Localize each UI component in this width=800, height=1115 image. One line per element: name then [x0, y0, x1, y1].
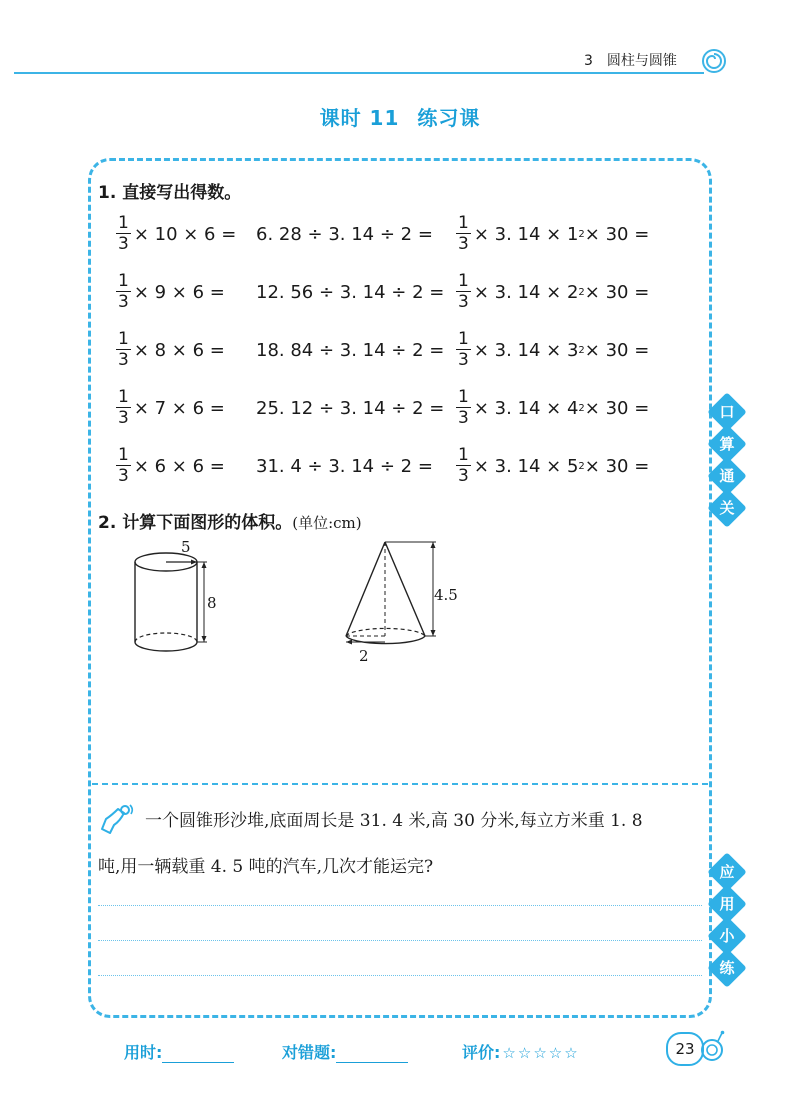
answer-line	[98, 975, 702, 976]
side-tab-char: 应	[719, 863, 735, 881]
calc-item-a	[116, 273, 225, 311]
exponent: 2	[578, 228, 585, 240]
denominator: 3	[118, 292, 129, 312]
denominator: 3	[118, 466, 129, 486]
header-rule	[14, 72, 704, 74]
expression: × 7 × 6 =	[133, 397, 225, 419]
q1-title: 1. 直接写出得数。	[98, 183, 242, 203]
calc-row	[116, 328, 696, 372]
expression-tail: × 30 =	[584, 281, 650, 303]
q2-unit: (单位:cm)	[292, 514, 362, 532]
rating-star-icon[interactable]: ☆	[517, 1044, 532, 1062]
calc-row	[116, 444, 696, 488]
time-label: 用时:	[124, 1043, 163, 1062]
calc-item-a	[116, 331, 225, 369]
time-blank[interactable]	[162, 1044, 234, 1063]
numerator: 1	[118, 387, 129, 407]
exponent: 2	[578, 344, 585, 356]
exponent: 2	[578, 402, 585, 414]
expression: 18. 84 ÷ 3. 14 ÷ 2 =	[256, 339, 445, 361]
footer-errors	[282, 1040, 408, 1063]
calc-item-a	[116, 389, 225, 427]
expression: 25. 12 ÷ 3. 14 ÷ 2 =	[256, 397, 445, 419]
calc-item-a	[116, 447, 225, 485]
expression: × 3. 14 × 3	[473, 339, 579, 361]
chapter-number: 3	[584, 53, 593, 69]
rating-star-icon[interactable]: ☆	[548, 1044, 563, 1062]
expression: × 3. 14 × 4	[473, 397, 579, 419]
rating-star-icon[interactable]: ☆	[502, 1044, 516, 1062]
calc-item-c	[456, 389, 649, 427]
side-tab-char: 口	[719, 403, 735, 421]
footer-rating	[462, 1040, 578, 1063]
fraction	[116, 389, 131, 427]
numerator: 1	[458, 387, 469, 407]
expression: 31. 4 ÷ 3. 14 ÷ 2 =	[256, 455, 433, 477]
expression: 12. 56 ÷ 3. 14 ÷ 2 =	[256, 281, 445, 303]
problem-line-1: 一个圆锥形沙堆,底面周长是 31. 4 米,高 30 分米,每立方米重 1. 8	[145, 811, 643, 831]
lesson-label: 课时 11	[319, 106, 400, 130]
calc-row	[116, 270, 696, 314]
expression: 6. 28 ÷ 3. 14 ÷ 2 =	[256, 223, 433, 245]
calc-item-a	[116, 215, 236, 253]
numerator: 1	[118, 329, 129, 349]
numerator: 1	[458, 271, 469, 291]
denominator: 3	[458, 292, 469, 312]
fraction	[456, 389, 471, 427]
expression: × 8 × 6 =	[133, 339, 225, 361]
megaphone-icon	[98, 803, 136, 837]
fraction	[116, 447, 131, 485]
numerator: 1	[118, 213, 129, 233]
lesson-name: 练习课	[417, 106, 481, 130]
answer-line	[98, 905, 702, 906]
section-divider	[92, 783, 708, 785]
chapter-title: 圆柱与圆锥	[606, 53, 677, 69]
fraction	[456, 273, 471, 311]
chapter-header	[584, 50, 677, 70]
answer-line	[98, 940, 702, 941]
calc-row	[116, 212, 696, 256]
calc-item-c	[456, 331, 649, 369]
calc-row	[116, 386, 696, 430]
exponent: 2	[578, 286, 585, 298]
exponent: 2	[578, 460, 585, 472]
denominator: 3	[118, 408, 129, 428]
denominator: 3	[458, 466, 469, 486]
q2-title	[98, 508, 362, 533]
expression-tail: × 30 =	[584, 455, 650, 477]
errors-blank[interactable]	[336, 1044, 408, 1063]
fraction	[456, 447, 471, 485]
rating-star-icon[interactable]: ☆	[533, 1044, 547, 1062]
calc-item-b	[256, 398, 444, 419]
calc-item-b	[256, 456, 433, 477]
expression-tail: × 30 =	[584, 397, 650, 419]
side-tab-char: 算	[719, 435, 735, 453]
calc-item-b	[256, 224, 433, 245]
denominator: 3	[458, 408, 469, 428]
numerator: 1	[118, 445, 129, 465]
calc-item-c	[456, 215, 649, 253]
side-tab-char: 练	[719, 959, 735, 977]
denominator: 3	[458, 350, 469, 370]
expression: × 3. 14 × 2	[473, 281, 579, 303]
expression-tail: × 30 =	[584, 223, 650, 245]
snail-icon	[698, 1030, 728, 1062]
calc-item-b	[256, 282, 444, 303]
numerator: 1	[458, 445, 469, 465]
footer-time	[124, 1040, 234, 1063]
fraction	[456, 215, 471, 253]
cone-radius-label: 2	[359, 647, 369, 665]
calc-item-c	[456, 447, 649, 485]
numerator: 1	[118, 271, 129, 291]
calc-item-b	[256, 340, 444, 361]
expression: × 10 × 6 =	[133, 223, 237, 245]
expression: × 6 × 6 =	[133, 455, 225, 477]
spiral-icon	[702, 49, 726, 73]
errors-label: 对错题:	[282, 1043, 337, 1062]
denominator: 3	[458, 234, 469, 254]
expression-tail: × 30 =	[584, 339, 650, 361]
cylinder-radius-label: 5	[181, 538, 191, 556]
rating-star-icon[interactable]: ☆	[564, 1044, 578, 1062]
rating-label: 评价:	[462, 1043, 501, 1062]
numerator: 1	[458, 329, 469, 349]
denominator: 3	[118, 234, 129, 254]
fraction	[116, 215, 131, 253]
side-tab-char: 关	[719, 499, 735, 517]
expression: × 9 × 6 =	[133, 281, 225, 303]
cylinder-height-label: 8	[207, 594, 217, 612]
fraction	[116, 273, 131, 311]
calc-item-c	[456, 273, 649, 311]
page-number: 23	[666, 1032, 704, 1066]
lesson-title	[0, 102, 800, 131]
expression: × 3. 14 × 5	[473, 455, 579, 477]
side-tab-char: 小	[719, 927, 735, 945]
q2-title-text: 2. 计算下面图形的体积。	[98, 513, 293, 533]
fraction	[116, 331, 131, 369]
numerator: 1	[458, 213, 469, 233]
side-tab-char: 用	[719, 895, 735, 913]
cone-height-label: 4.5	[434, 586, 458, 604]
expression: × 3. 14 × 1	[473, 223, 579, 245]
side-tab-char: 通	[719, 467, 735, 485]
problem-line-2: 吨,用一辆载重 4. 5 吨的汽车,几次才能运完?	[98, 857, 434, 877]
fraction	[456, 331, 471, 369]
denominator: 3	[118, 350, 129, 370]
